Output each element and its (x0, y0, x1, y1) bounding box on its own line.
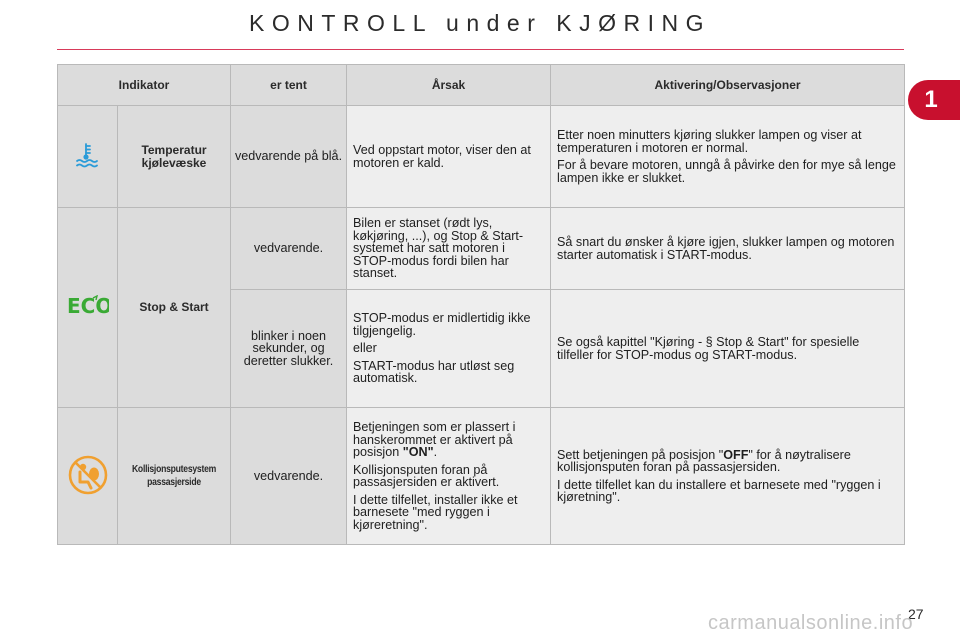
header-er-tent: er tent (231, 65, 347, 106)
row-action-cell (551, 208, 905, 290)
row-action-cell (551, 408, 905, 545)
cause-text: Ved oppstart motor, viser den at motoren er kald. (353, 143, 531, 170)
page-number: 27 (908, 606, 924, 622)
row-action-cell (551, 290, 905, 408)
cause-text: I dette tilfellet, installer ikke et barnesete "med ryggen i kjøreretning". (353, 492, 518, 532)
row-icon-cell (58, 208, 118, 408)
action-text: Etter noen minutters kjøring slukker lampen og viser at temperaturen i motoren er normal. (557, 128, 862, 155)
action-text: For å bevare motoren, unngå å påvirke den for mye så lenge lampen ikke er slukket. (557, 158, 896, 185)
row-icon-cell (58, 408, 118, 545)
row-name-cell (118, 408, 231, 545)
row-cause-cell (347, 408, 551, 545)
cause-text: STOP-modus er midlertidig ikke tilgjengelig. (353, 311, 531, 338)
table-row (58, 106, 905, 208)
row-state-cell: vedvarende. (231, 208, 347, 290)
chapter-tab: 1 (908, 80, 960, 120)
row-name-cell: Stop & Start (118, 208, 231, 408)
row-state-cell: vedvarende. (231, 408, 347, 545)
svg-text:ECO: ECO (66, 295, 109, 317)
table-row (58, 208, 905, 290)
header-indikator: Indikator (58, 65, 231, 106)
watermark: carmanualsonline.info (708, 612, 914, 634)
action-text: Se også kapittel "Kjøring - § Stop & Start" for spesielle tilfeller for STOP-modus og START-modus. (557, 335, 860, 362)
action-text: Så snart du ønsker å kjøre igjen, slukker lampen og motoren starter automatisk i START-modus. (557, 235, 895, 262)
row-name-cell: Temperatur kjølevæske (118, 106, 231, 208)
row-cause-cell (347, 106, 551, 208)
header-arsak: Årsak (347, 65, 551, 106)
eco-icon (67, 295, 109, 320)
indicator-table (57, 64, 905, 545)
cause-text: Betjeningen som er plassert i hanskerommet er aktivert på posisjon "ON". (353, 420, 516, 459)
row-cause-cell (347, 208, 551, 290)
cause-text: Bilen er stanset (rødt lys, køkjøring, ...), og Stop & Start-systemet har satt motoren i STOP-modus fordi bilen har stanset. (353, 216, 524, 281)
row-name-label: Kollisjonsputesystem passasjerside (131, 463, 217, 488)
table-row (58, 408, 905, 545)
row-icon-cell (58, 106, 118, 208)
cause-text: Kollisjonsputen foran på passasjersiden er aktivert. (353, 462, 500, 489)
header-aktivering: Aktivering/Observasjoner (551, 65, 905, 106)
passenger-airbag-off-icon (68, 455, 108, 498)
action-text: I dette tilfellet kan du installere et barnesete med "ryggen i kjøretning". (557, 477, 881, 504)
row-state-cell: blinker i noen sekunder, og deretter slukker. (231, 290, 347, 408)
table-header-row (58, 65, 905, 106)
page-title: KONTROLL under KJØRING (249, 10, 711, 36)
cause-text: START-modus har utløst seg automatisk. (353, 358, 515, 386)
cause-text: eller (353, 341, 377, 356)
title-rule (57, 49, 904, 50)
row-state-cell: vedvarende på blå. (231, 106, 347, 208)
row-cause-cell (347, 290, 551, 408)
row-action-cell (551, 106, 905, 208)
coolant-temperature-icon (75, 142, 101, 171)
action-text: Sett betjeningen på posisjon "OFF" for å nøytralisere kollisjonsputen foran på passasjersiden. (557, 447, 851, 474)
